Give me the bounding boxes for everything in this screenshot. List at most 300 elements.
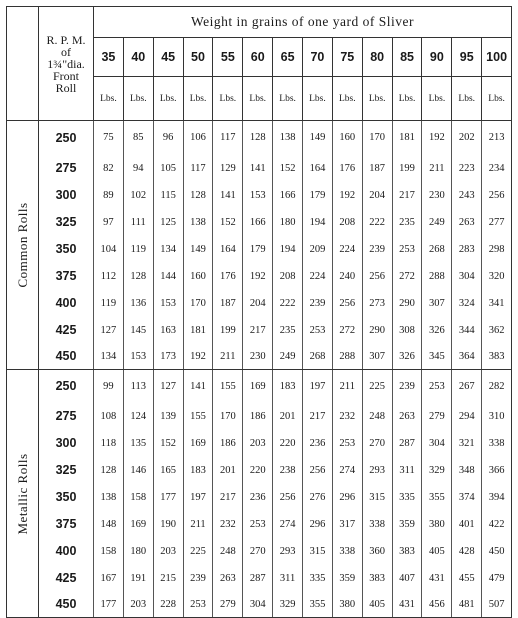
value-cell: 148 [94, 511, 124, 538]
value-cell: 139 [153, 403, 183, 430]
value-cell: 211 [332, 370, 362, 403]
value-cell: 298 [482, 236, 512, 263]
value-cell: 304 [243, 592, 273, 618]
weight-header-35: 35 [94, 38, 124, 77]
value-cell: 235 [273, 317, 303, 344]
value-cell: 253 [243, 511, 273, 538]
value-cell: 230 [243, 344, 273, 370]
value-cell: 177 [94, 592, 124, 618]
value-cell: 111 [123, 209, 153, 236]
value-cell: 431 [392, 592, 422, 618]
value-cell: 204 [243, 290, 273, 317]
value-cell: 160 [332, 121, 362, 155]
value-cell: 428 [452, 538, 482, 565]
value-cell: 149 [183, 236, 213, 263]
value-cell: 224 [303, 263, 333, 290]
weight-header-95: 95 [452, 38, 482, 77]
sliver-weight-table-container [6, 6, 511, 612]
value-cell: 311 [273, 565, 303, 592]
value-cell: 141 [213, 182, 243, 209]
value-cell: 179 [243, 236, 273, 263]
value-cell: 315 [303, 538, 333, 565]
value-cell: 431 [422, 565, 452, 592]
rpm-cell: 400 [39, 538, 94, 565]
table-row [7, 538, 512, 565]
value-cell: 290 [362, 317, 392, 344]
rpm-header-line: of [61, 44, 71, 59]
weight-header-100: 100 [482, 38, 512, 77]
value-cell: 106 [183, 121, 213, 155]
value-cell: 326 [422, 317, 452, 344]
value-cell: 117 [213, 121, 243, 155]
corner-cell [7, 7, 39, 121]
value-cell: 173 [153, 344, 183, 370]
value-cell: 329 [273, 592, 303, 618]
value-cell: 238 [273, 457, 303, 484]
value-cell: 217 [243, 317, 273, 344]
value-cell: 320 [482, 263, 512, 290]
value-cell: 276 [303, 484, 333, 511]
value-cell: 94 [123, 155, 153, 182]
value-cell: 125 [153, 209, 183, 236]
value-cell: 138 [94, 484, 124, 511]
value-cell: 239 [303, 290, 333, 317]
rpm-cell: 425 [39, 317, 94, 344]
table-row [7, 457, 512, 484]
value-cell: 152 [273, 155, 303, 182]
value-cell: 199 [392, 155, 422, 182]
rpm-cell: 300 [39, 182, 94, 209]
value-cell: 263 [213, 565, 243, 592]
value-cell: 163 [153, 317, 183, 344]
value-cell: 135 [123, 430, 153, 457]
value-cell: 383 [362, 565, 392, 592]
value-cell: 149 [303, 121, 333, 155]
value-cell: 274 [332, 457, 362, 484]
unit-label: Lbs. [183, 77, 213, 121]
table-row [7, 182, 512, 209]
value-cell: 321 [452, 430, 482, 457]
rpm-header-line: R. P. M. [46, 32, 86, 47]
value-cell: 89 [94, 182, 124, 209]
value-cell: 304 [452, 263, 482, 290]
value-cell: 366 [482, 457, 512, 484]
value-cell: 268 [303, 344, 333, 370]
value-cell: 165 [153, 457, 183, 484]
value-cell: 197 [183, 484, 213, 511]
value-cell: 228 [153, 592, 183, 618]
rpm-header-line: 1¾"dia. [47, 56, 85, 71]
value-cell: 113 [123, 370, 153, 403]
weight-header-90: 90 [422, 38, 452, 77]
value-cell: 315 [362, 484, 392, 511]
value-cell: 99 [94, 370, 124, 403]
value-cell: 249 [422, 209, 452, 236]
value-cell: 225 [183, 538, 213, 565]
value-cell: 230 [422, 182, 452, 209]
value-cell: 293 [362, 457, 392, 484]
value-cell: 293 [273, 538, 303, 565]
value-cell: 203 [243, 430, 273, 457]
value-cell: 199 [213, 317, 243, 344]
rpm-header-line: Roll [55, 80, 77, 95]
value-cell: 129 [213, 155, 243, 182]
value-cell: 155 [183, 403, 213, 430]
value-cell: 272 [332, 317, 362, 344]
table-row [7, 565, 512, 592]
value-cell: 338 [332, 538, 362, 565]
value-cell: 341 [482, 290, 512, 317]
table-row [7, 484, 512, 511]
table-row [7, 121, 512, 155]
value-cell: 235 [392, 209, 422, 236]
value-cell: 253 [422, 370, 452, 403]
value-cell: 338 [482, 430, 512, 457]
value-cell: 456 [422, 592, 452, 618]
value-cell: 401 [452, 511, 482, 538]
table-row [7, 344, 512, 370]
value-cell: 282 [482, 370, 512, 403]
value-cell: 296 [332, 484, 362, 511]
value-cell: 179 [303, 182, 333, 209]
value-cell: 279 [213, 592, 243, 618]
value-cell: 270 [362, 430, 392, 457]
value-cell: 192 [332, 182, 362, 209]
value-cell: 310 [482, 403, 512, 430]
value-cell: 136 [123, 290, 153, 317]
value-cell: 187 [213, 290, 243, 317]
value-cell: 112 [94, 263, 124, 290]
weight-header-75: 75 [332, 38, 362, 77]
value-cell: 201 [213, 457, 243, 484]
table-row [7, 592, 512, 618]
value-cell: 311 [392, 457, 422, 484]
value-cell: 75 [94, 121, 124, 155]
weight-header-45: 45 [153, 38, 183, 77]
value-cell: 138 [273, 121, 303, 155]
table-row [7, 236, 512, 263]
value-cell: 360 [362, 538, 392, 565]
value-cell: 203 [123, 592, 153, 618]
value-cell: 345 [422, 344, 452, 370]
value-cell: 183 [183, 457, 213, 484]
rpm-header-line: Front [52, 68, 79, 83]
value-cell: 243 [452, 182, 482, 209]
value-cell: 283 [452, 236, 482, 263]
value-cell: 307 [362, 344, 392, 370]
value-cell: 338 [362, 511, 392, 538]
value-cell: 407 [392, 565, 422, 592]
value-cell: 215 [153, 565, 183, 592]
value-cell: 481 [452, 592, 482, 618]
value-cell: 355 [303, 592, 333, 618]
value-cell: 507 [482, 592, 512, 618]
group-label: Common Rolls [14, 202, 30, 288]
value-cell: 118 [94, 430, 124, 457]
value-cell: 186 [213, 430, 243, 457]
value-cell: 192 [243, 263, 273, 290]
sliver-weight-table [6, 6, 512, 618]
value-cell: 256 [273, 484, 303, 511]
value-cell: 326 [392, 344, 422, 370]
value-cell: 170 [213, 403, 243, 430]
value-cell: 239 [392, 370, 422, 403]
value-cell: 186 [243, 403, 273, 430]
value-cell: 274 [273, 511, 303, 538]
rpm-cell: 250 [39, 121, 94, 155]
value-cell: 335 [303, 565, 333, 592]
value-cell: 194 [303, 209, 333, 236]
rpm-cell: 250 [39, 370, 94, 403]
header-title-row [7, 7, 512, 38]
value-cell: 253 [183, 592, 213, 618]
value-cell: 374 [452, 484, 482, 511]
value-cell: 317 [332, 511, 362, 538]
value-cell: 287 [243, 565, 273, 592]
value-cell: 104 [94, 236, 124, 263]
value-cell: 263 [392, 403, 422, 430]
value-cell: 239 [362, 236, 392, 263]
value-cell: 288 [332, 344, 362, 370]
unit-label: Lbs. [273, 77, 303, 121]
value-cell: 248 [362, 403, 392, 430]
value-cell: 180 [273, 209, 303, 236]
value-cell: 152 [153, 430, 183, 457]
rpm-cell: 425 [39, 565, 94, 592]
value-cell: 119 [123, 236, 153, 263]
rpm-cell: 375 [39, 263, 94, 290]
weight-header-40: 40 [123, 38, 153, 77]
value-cell: 117 [183, 155, 213, 182]
value-cell: 164 [303, 155, 333, 182]
value-cell: 455 [452, 565, 482, 592]
value-cell: 177 [153, 484, 183, 511]
value-cell: 134 [94, 344, 124, 370]
value-cell: 240 [332, 263, 362, 290]
weight-header-85: 85 [392, 38, 422, 77]
weight-header-50: 50 [183, 38, 213, 77]
value-cell: 158 [94, 538, 124, 565]
value-cell: 153 [153, 290, 183, 317]
value-cell: 158 [123, 484, 153, 511]
value-cell: 181 [392, 121, 422, 155]
value-cell: 290 [392, 290, 422, 317]
value-cell: 96 [153, 121, 183, 155]
weight-header-70: 70 [303, 38, 333, 77]
rpm-column-header [39, 7, 94, 121]
rpm-cell: 275 [39, 155, 94, 182]
value-cell: 359 [392, 511, 422, 538]
value-cell: 169 [123, 511, 153, 538]
unit-label: Lbs. [362, 77, 392, 121]
value-cell: 364 [452, 344, 482, 370]
value-cell: 153 [123, 344, 153, 370]
rpm-cell: 450 [39, 344, 94, 370]
value-cell: 294 [452, 403, 482, 430]
value-cell: 144 [153, 263, 183, 290]
value-cell: 167 [94, 565, 124, 592]
value-cell: 263 [452, 209, 482, 236]
value-cell: 380 [422, 511, 452, 538]
unit-label: Lbs. [243, 77, 273, 121]
rpm-cell: 325 [39, 457, 94, 484]
value-cell: 253 [392, 236, 422, 263]
value-cell: 279 [422, 403, 452, 430]
value-cell: 197 [303, 370, 333, 403]
value-cell: 239 [183, 565, 213, 592]
value-cell: 256 [482, 182, 512, 209]
rpm-cell: 275 [39, 403, 94, 430]
value-cell: 344 [452, 317, 482, 344]
value-cell: 127 [94, 317, 124, 344]
table-row [7, 290, 512, 317]
weight-header-55: 55 [213, 38, 243, 77]
table-row [7, 403, 512, 430]
value-cell: 138 [183, 209, 213, 236]
value-cell: 383 [392, 538, 422, 565]
value-cell: 217 [213, 484, 243, 511]
value-cell: 270 [243, 538, 273, 565]
value-cell: 169 [243, 370, 273, 403]
unit-label: Lbs. [482, 77, 512, 121]
value-cell: 208 [273, 263, 303, 290]
rpm-cell: 375 [39, 511, 94, 538]
table-row [7, 430, 512, 457]
value-cell: 166 [273, 182, 303, 209]
value-cell: 217 [392, 182, 422, 209]
value-cell: 307 [422, 290, 452, 317]
group-label: Metallic Rolls [14, 452, 30, 535]
value-cell: 97 [94, 209, 124, 236]
group-label-cell [7, 121, 39, 370]
unit-label: Lbs. [213, 77, 243, 121]
value-cell: 190 [153, 511, 183, 538]
unit-label: Lbs. [303, 77, 333, 121]
rpm-cell: 350 [39, 236, 94, 263]
value-cell: 194 [273, 236, 303, 263]
value-cell: 145 [123, 317, 153, 344]
rpm-cell: 400 [39, 290, 94, 317]
value-cell: 348 [452, 457, 482, 484]
value-cell: 222 [362, 209, 392, 236]
table-row [7, 263, 512, 290]
table-row [7, 209, 512, 236]
value-cell: 166 [243, 209, 273, 236]
table-row [7, 155, 512, 182]
value-cell: 211 [183, 511, 213, 538]
value-cell: 115 [153, 182, 183, 209]
value-cell: 208 [332, 209, 362, 236]
value-cell: 170 [183, 290, 213, 317]
unit-label: Lbs. [392, 77, 422, 121]
value-cell: 134 [153, 236, 183, 263]
value-cell: 164 [213, 236, 243, 263]
weight-header-65: 65 [273, 38, 303, 77]
value-cell: 405 [422, 538, 452, 565]
value-cell: 204 [362, 182, 392, 209]
value-cell: 248 [213, 538, 243, 565]
table-row [7, 370, 512, 403]
value-cell: 203 [153, 538, 183, 565]
value-cell: 192 [422, 121, 452, 155]
value-cell: 253 [332, 430, 362, 457]
value-cell: 155 [213, 370, 243, 403]
value-cell: 85 [123, 121, 153, 155]
value-cell: 450 [482, 538, 512, 565]
value-cell: 253 [303, 317, 333, 344]
value-cell: 209 [303, 236, 333, 263]
value-cell: 359 [332, 565, 362, 592]
rpm-cell: 300 [39, 430, 94, 457]
value-cell: 128 [94, 457, 124, 484]
group-label-cell [7, 370, 39, 618]
value-cell: 176 [213, 263, 243, 290]
value-cell: 232 [332, 403, 362, 430]
value-cell: 249 [273, 344, 303, 370]
value-cell: 277 [482, 209, 512, 236]
value-cell: 405 [362, 592, 392, 618]
value-cell: 127 [153, 370, 183, 403]
value-cell: 308 [392, 317, 422, 344]
value-cell: 236 [303, 430, 333, 457]
rpm-cell: 325 [39, 209, 94, 236]
rpm-cell: 450 [39, 592, 94, 618]
value-cell: 170 [362, 121, 392, 155]
value-cell: 256 [303, 457, 333, 484]
value-cell: 329 [422, 457, 452, 484]
value-cell: 220 [243, 457, 273, 484]
table-row [7, 511, 512, 538]
value-cell: 256 [332, 290, 362, 317]
value-cell: 268 [422, 236, 452, 263]
value-cell: 152 [213, 209, 243, 236]
value-cell: 288 [422, 263, 452, 290]
value-cell: 191 [123, 565, 153, 592]
value-cell: 146 [123, 457, 153, 484]
value-cell: 324 [452, 290, 482, 317]
value-cell: 234 [482, 155, 512, 182]
value-cell: 102 [123, 182, 153, 209]
value-cell: 224 [332, 236, 362, 263]
value-cell: 256 [362, 263, 392, 290]
value-cell: 335 [392, 484, 422, 511]
unit-label: Lbs. [153, 77, 183, 121]
value-cell: 169 [183, 430, 213, 457]
value-cell: 220 [273, 430, 303, 457]
value-cell: 128 [123, 263, 153, 290]
value-cell: 192 [183, 344, 213, 370]
weight-header-60: 60 [243, 38, 273, 77]
unit-label: Lbs. [332, 77, 362, 121]
value-cell: 422 [482, 511, 512, 538]
value-cell: 202 [452, 121, 482, 155]
value-cell: 383 [482, 344, 512, 370]
value-cell: 217 [303, 403, 333, 430]
value-cell: 141 [243, 155, 273, 182]
value-cell: 181 [183, 317, 213, 344]
value-cell: 380 [332, 592, 362, 618]
value-cell: 128 [183, 182, 213, 209]
value-cell: 141 [183, 370, 213, 403]
value-cell: 267 [452, 370, 482, 403]
value-cell: 222 [273, 290, 303, 317]
unit-label: Lbs. [94, 77, 124, 121]
value-cell: 225 [362, 370, 392, 403]
value-cell: 124 [123, 403, 153, 430]
value-cell: 479 [482, 565, 512, 592]
weight-header-80: 80 [362, 38, 392, 77]
value-cell: 355 [422, 484, 452, 511]
